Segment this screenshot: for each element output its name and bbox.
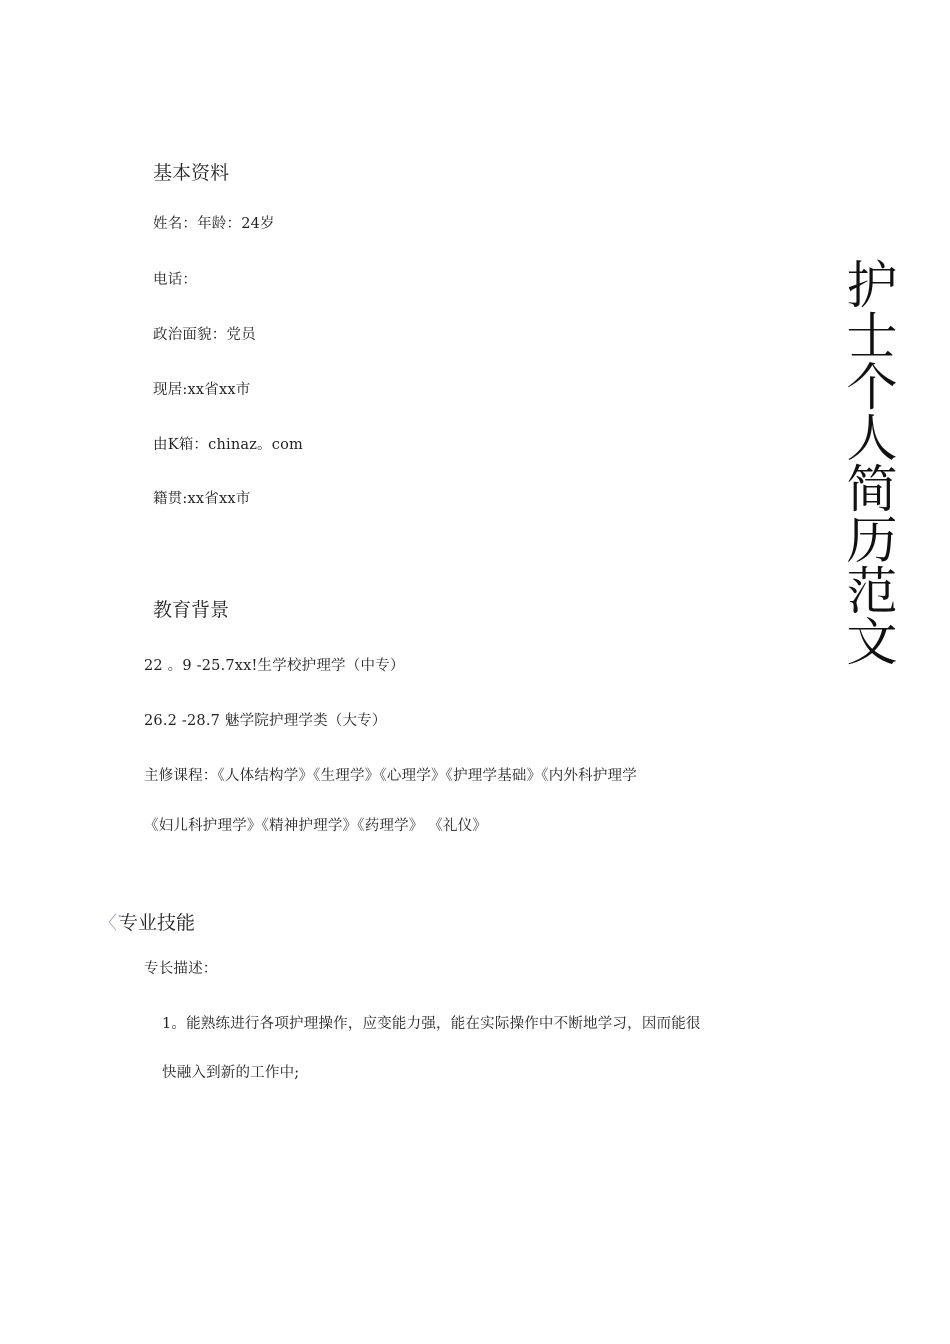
courses-line-continued: 《妇儿科护理学》《精神护理学》《药理学》 《礼仪》 (144, 818, 488, 834)
hometown-line: 籍贯:xx省xx市 (153, 491, 251, 507)
resume-title: 护士个人简历范文 (837, 258, 896, 666)
skill-item-line: 1。能熟练进行各项护理操作，应变能力强，能在实际操作中不断地学习，因而能很 (162, 1016, 701, 1032)
section-marker: 〈¨ (99, 913, 126, 934)
courses-line: 主修课程：《人体结构学》《生理学》《心理学》《护理学基础》《内外科护理学 (144, 768, 637, 784)
email-line: 由K箱：chinaz。com (153, 437, 303, 453)
education-entry: 22 。9 -25.7xx!生学校护理学（中专） (144, 658, 405, 674)
name-age-line: 姓名：年龄：24岁 (153, 216, 275, 232)
phone-line: 电话： (153, 272, 198, 288)
education-entry: 26.2 -28.7 魅学院护理学类（大专） (144, 713, 387, 729)
skill-item-line-continued: 快融入到新的工作中; (162, 1065, 300, 1081)
political-status-line: 政治面貌：党员 (153, 327, 256, 343)
basic-info-heading: 基本资料 (153, 162, 230, 184)
education-heading: 教育背景 (153, 599, 230, 621)
residence-line: 现居:xx省xx市 (153, 382, 251, 398)
skills-subheading: 专长描述： (144, 961, 218, 977)
skills-heading: 专业技能 (119, 912, 196, 934)
